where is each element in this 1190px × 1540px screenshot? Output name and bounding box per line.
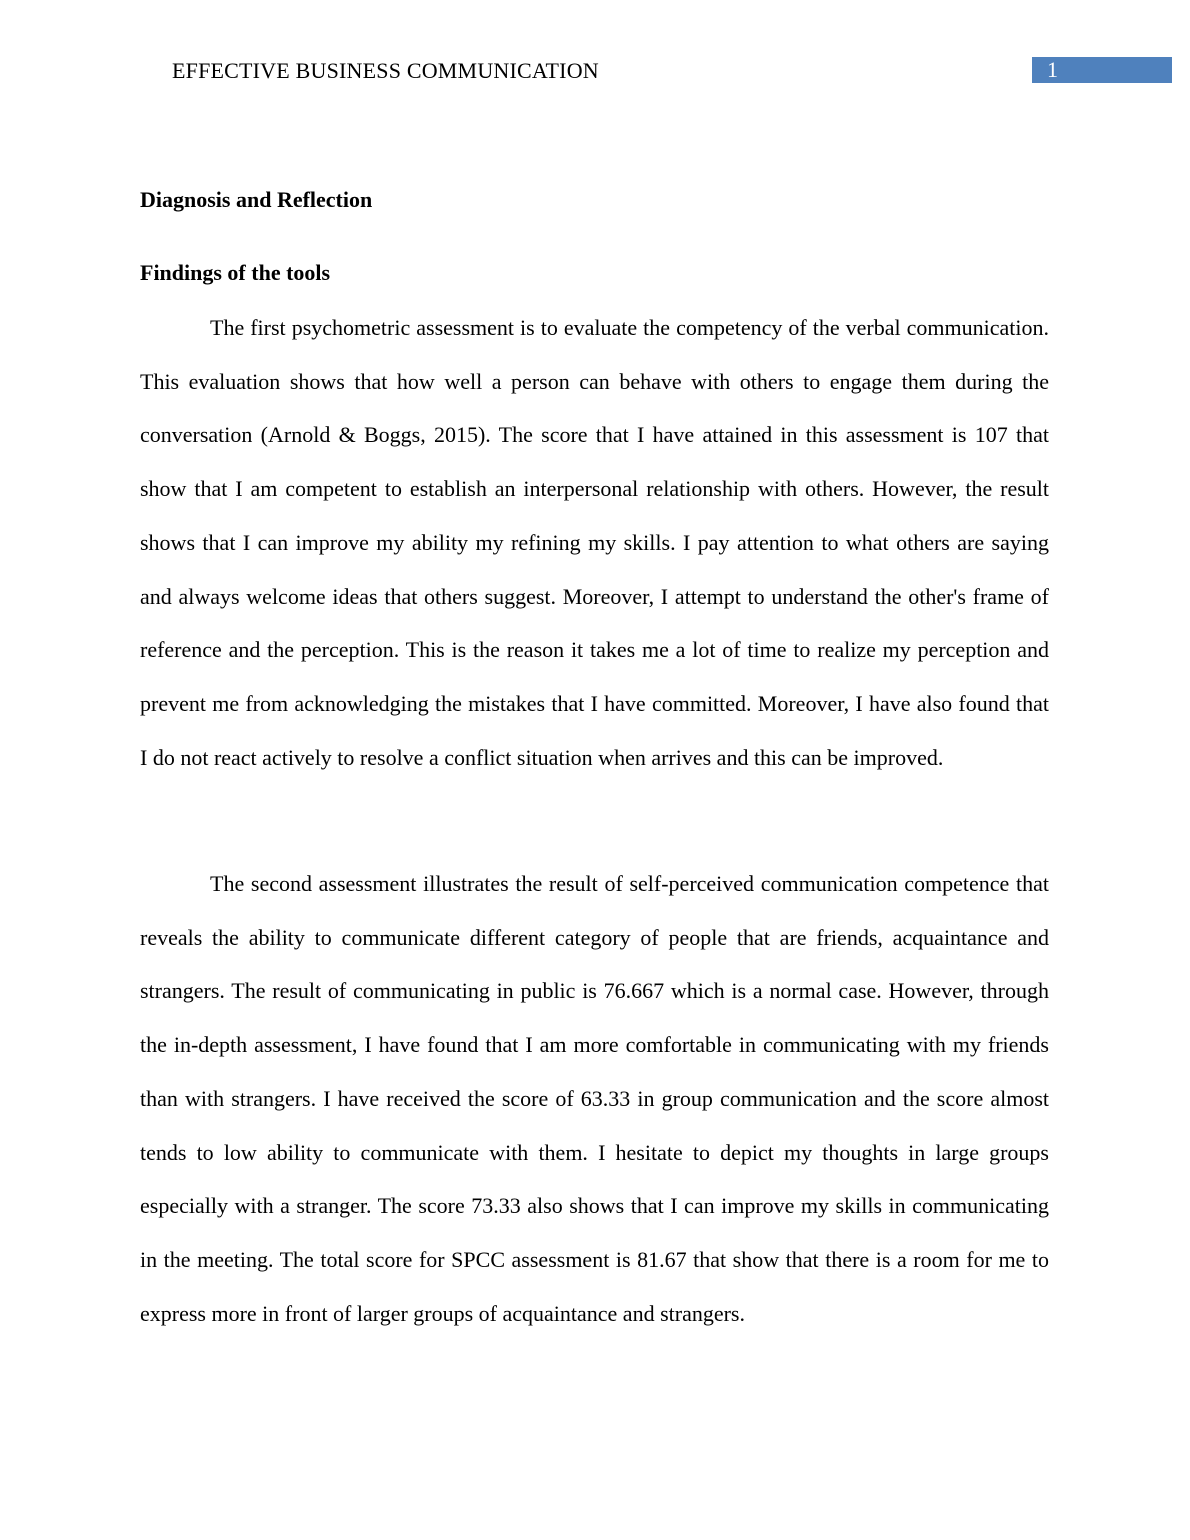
running-head: EFFECTIVE BUSINESS COMMUNICATION xyxy=(172,58,599,83)
page-number: 1 xyxy=(1047,57,1058,82)
body-paragraph-1: The first psychometric assessment is to evaluate the competency of the verbal communication. This evaluation shows that how well a person can behave with others to engage them during the conversation (Arnold & Boggs, 2015). The score that I have attained in this assessment is 107 that show that I am competent to establish an interpersonal relationship with others. However, the result shows that I can improve my ability my refining my skills. I pay attention to what others are saying and always welcome ideas that others suggest. Moreover, I attempt to understand the other's frame of reference and the perception. This is the reason it takes me a lot of time to realize my perception and prevent me from acknowledging the mistakes that I have committed. Moreover, I have also found that I do not react actively to resolve a conflict situation when arrives and this can be improved. xyxy=(140,315,1049,770)
section-heading: Diagnosis and Reflection xyxy=(140,187,373,212)
body-paragraph-2: The second assessment illustrates the result of self-perceived communication competence that reveals the ability to communicate different category of people that are friends, acquaintance and strangers. The result of communicating in public is 76.667 which is a normal case. However, through the in-depth assessment, I have found that I am more comfortable in communicating with my friends than with strangers. I have received the score of 63.33 in group communication and the score almost tends to low ability to communicate with them. I hesitate to depict my thoughts in large groups especially with a stranger. The score 73.33 also shows that I can improve my skills in communicating in the meeting. The total score for SPCC assessment is 81.67 that show that there is a room for me to express more in front of larger groups of acquaintance and strangers. xyxy=(140,871,1049,1326)
subsection-heading: Findings of the tools xyxy=(140,260,331,285)
page-number-badge xyxy=(1032,57,1172,83)
